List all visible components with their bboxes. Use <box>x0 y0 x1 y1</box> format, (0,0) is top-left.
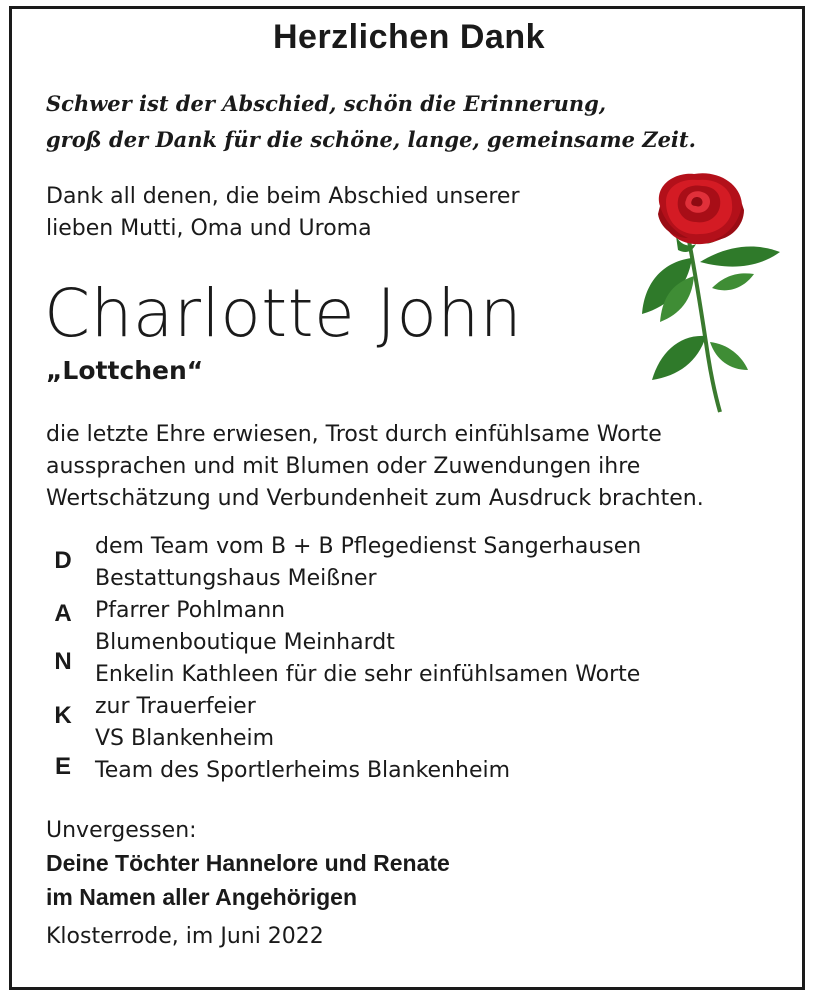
notice-heading: Herzlichen Dank <box>272 18 546 56</box>
quote-line: Schwer ist der Abschied, schön die Erinnerung, <box>46 91 607 116</box>
gratitude-line: die letzte Ehre erwiesen, Trost durch einfühlsame Worte <box>46 422 662 447</box>
memorial-quote <box>46 86 696 158</box>
danke-letter: K <box>54 702 72 729</box>
thanks-list <box>95 531 641 787</box>
intro-text <box>46 181 520 245</box>
signature-block <box>46 846 450 914</box>
list-item: zur Trauerfeier <box>95 694 256 719</box>
intro-line: lieben Mutti, Oma und Uroma <box>46 216 372 241</box>
danke-letter: N <box>54 648 72 675</box>
list-item: dem Team vom B + B Pflegedienst Sangerhausen <box>95 534 642 559</box>
gratitude-line: aussprachen und mit Blumen oder Zuwendungen ihre <box>46 454 641 479</box>
list-item: Bestattungshaus Meißner <box>95 566 377 591</box>
deceased-nickname: „Lottchen“ <box>46 356 204 385</box>
red-rose-icon <box>630 166 790 416</box>
list-item: Blumenboutique Meinhardt <box>95 630 395 655</box>
intro-line: Dank all denen, die beim Abschied unserer <box>46 184 520 209</box>
danke-letter: E <box>54 753 71 780</box>
list-item: VS Blankenheim <box>95 726 275 751</box>
danke-letter: D <box>54 547 72 574</box>
signature-line: im Namen aller Angehörigen <box>46 884 357 910</box>
quote-line: groß der Dank für die schöne, lange, gemeinsame Zeit. <box>46 127 696 152</box>
gratitude-line: Wertschätzung und Verbundenheit zum Ausdruck brachten. <box>46 486 704 511</box>
gratitude-text <box>46 419 704 515</box>
danke-letter: A <box>54 600 72 627</box>
list-item: Pfarrer Pohlmann <box>95 598 286 623</box>
deceased-name: Charlotte John <box>44 275 523 352</box>
list-item: Enkelin Kathleen für die sehr einfühlsamen Worte <box>95 662 641 687</box>
closing-label: Unvergessen: <box>46 818 197 843</box>
list-item: Team des Sportlerheims Blankenheim <box>95 758 511 783</box>
place-date: Klosterrode, im Juni 2022 <box>46 924 324 949</box>
signature-line: Deine Töchter Hannelore und Renate <box>46 850 450 876</box>
